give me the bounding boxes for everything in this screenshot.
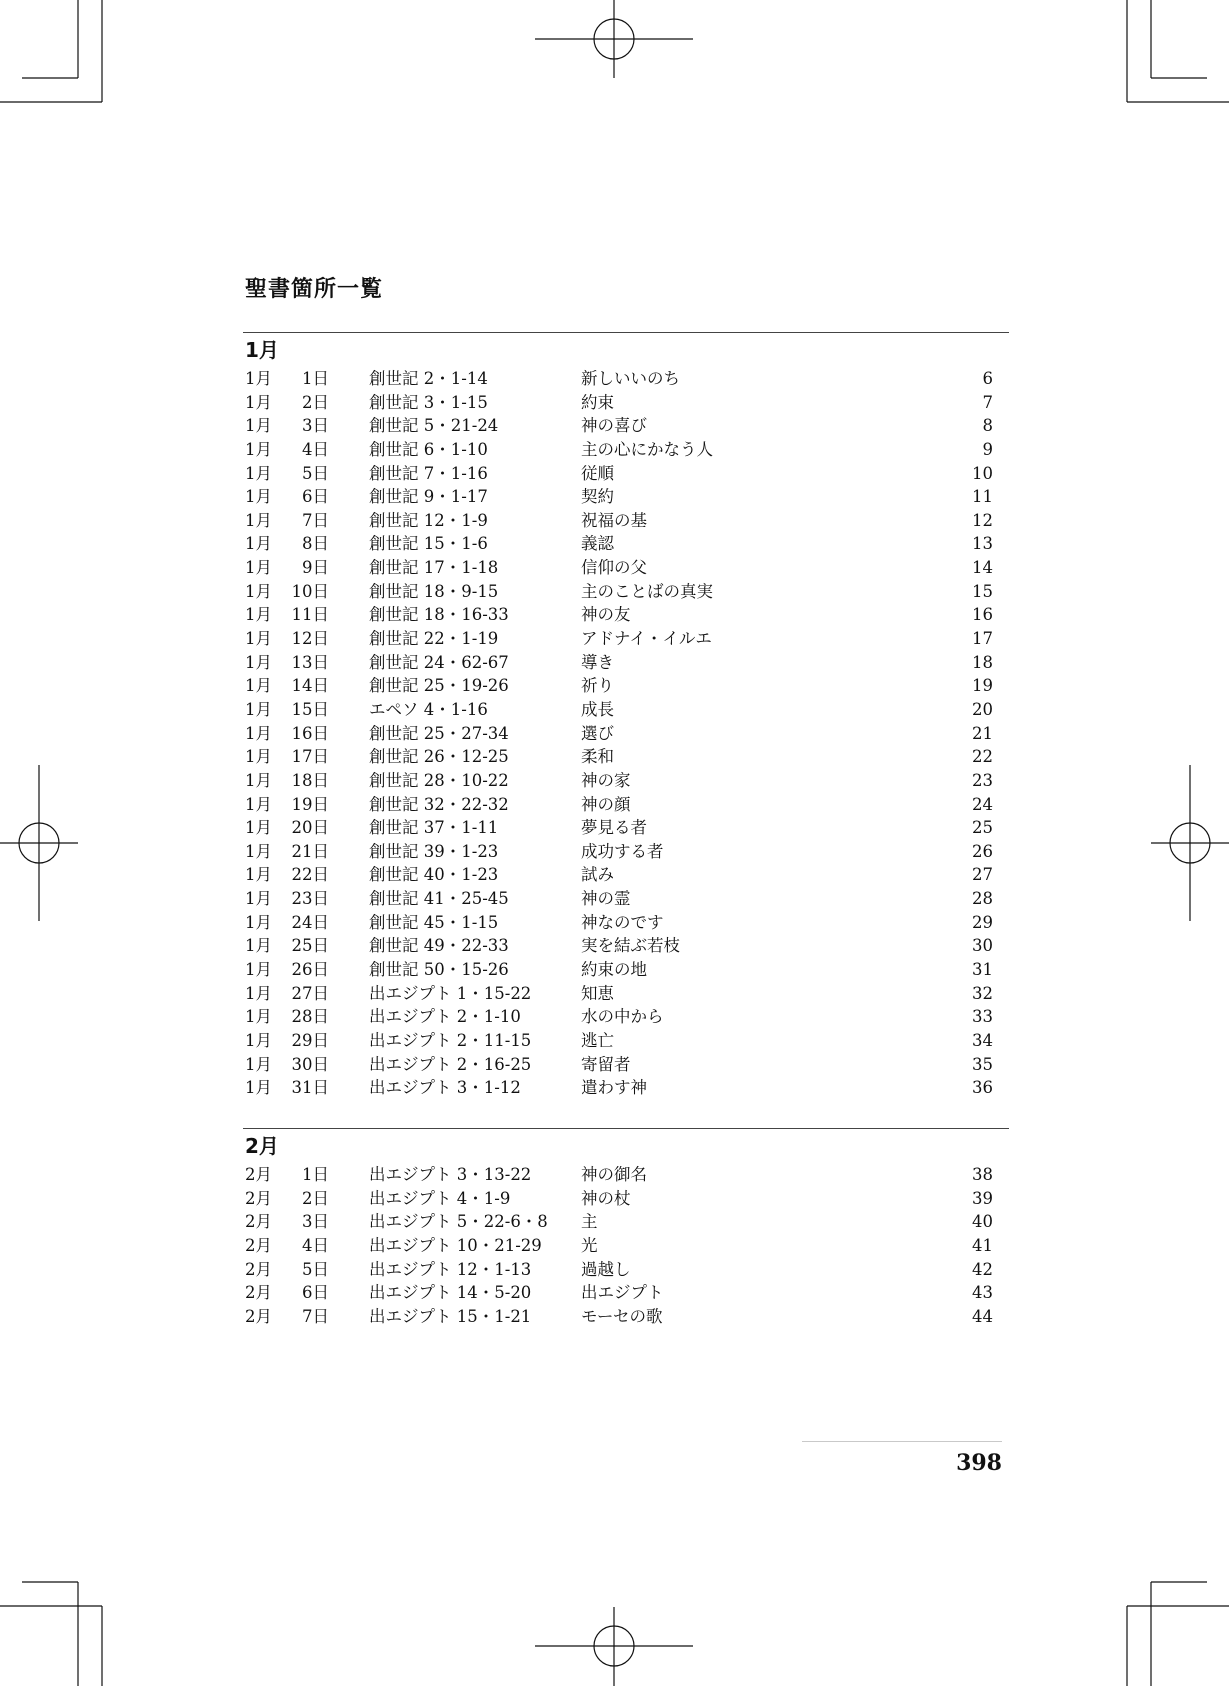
month-cell: 1月 (245, 676, 272, 696)
scripture-reference: 創世記 25・19-26 (369, 676, 509, 696)
scripture-reference: 創世記 25・27-34 (369, 723, 509, 743)
page-ref: 15 (972, 581, 993, 601)
reading-title: 逃亡 (581, 1030, 614, 1050)
page-ref: 18 (972, 652, 993, 672)
page-ref: 25 (972, 818, 993, 838)
day-cell: 17日 (291, 747, 329, 767)
reading-title: 主 (581, 1212, 598, 1232)
page-ref: 33 (972, 1007, 993, 1027)
month-cell: 1月 (245, 605, 272, 625)
page-ref: 41 (972, 1235, 993, 1255)
reading-title: 過越し (581, 1259, 631, 1279)
month-cell: 1月 (245, 629, 272, 649)
day-cell: 5日 (302, 1259, 329, 1279)
table-row (243, 1210, 1009, 1234)
scripture-reference: 出エジプト 2・11-15 (369, 1030, 532, 1050)
reading-title: 約束の地 (581, 960, 647, 980)
day-cell: 22日 (291, 865, 329, 885)
day-cell: 31日 (291, 1078, 329, 1098)
reading-title: 知恵 (581, 983, 614, 1003)
table-row (243, 509, 1009, 533)
table-row (243, 1163, 1009, 1187)
table-row (243, 485, 1009, 509)
scripture-reference: 創世記 6・1-10 (369, 439, 488, 459)
month-cell: 1月 (245, 747, 272, 767)
table-row (243, 816, 1009, 840)
month-cell: 1月 (245, 1078, 272, 1098)
reading-title: 祈り (581, 676, 614, 696)
reading-title: 成功する者 (581, 841, 664, 861)
page-ref: 22 (972, 747, 993, 767)
reading-title: 寄留者 (581, 1054, 631, 1074)
scripture-reference: 出エジプト 4・1-9 (369, 1188, 511, 1208)
table-row (243, 1281, 1009, 1305)
page-ref: 28 (972, 889, 993, 909)
page-ref: 8 (982, 416, 993, 436)
table-row (243, 556, 1009, 580)
reading-title: 新しいいのち (581, 369, 680, 388)
page-ref: 10 (972, 463, 993, 483)
reading-title: 出エジプト (581, 1283, 664, 1303)
reading-title: 信仰の父 (581, 558, 647, 578)
scripture-reference: 創世記 22・1-19 (369, 629, 499, 649)
day-cell: 6日 (302, 487, 329, 507)
crosshair-top-center (535, 0, 693, 78)
reading-title: 約束 (581, 392, 614, 412)
month-cell: 1月 (245, 818, 272, 838)
table-row (243, 674, 1009, 698)
table-row (243, 887, 1009, 911)
reading-title: 神の友 (581, 605, 631, 625)
day-cell: 8日 (302, 534, 329, 554)
day-cell: 16日 (291, 723, 329, 743)
reading-title: 試み (581, 865, 614, 885)
day-cell: 6日 (302, 1283, 329, 1303)
day-cell: 21日 (291, 841, 329, 861)
month-cell: 2月 (245, 1235, 272, 1255)
month-cell: 1月 (245, 558, 272, 578)
page-number: 398 (956, 1450, 1002, 1476)
reading-title: 神の霊 (581, 889, 631, 909)
table-row (243, 651, 1009, 675)
day-cell: 15日 (291, 699, 329, 719)
scripture-reference: 創世記 45・1-15 (369, 912, 499, 932)
scripture-reference: 創世記 41・25-45 (369, 889, 509, 909)
scripture-reference: 創世記 40・1-23 (369, 865, 499, 885)
scripture-reference: 創世記 18・16-33 (369, 605, 509, 625)
scripture-reference: 出エジプト 3・1-12 (369, 1078, 521, 1098)
scripture-reference: 創世記 9・1-17 (369, 487, 488, 507)
day-cell: 18日 (291, 770, 329, 790)
reading-title: 神の家 (581, 770, 631, 790)
scripture-reference: 出エジプト 10・21-29 (369, 1235, 542, 1255)
day-cell: 19日 (291, 794, 329, 814)
table-row (243, 1234, 1009, 1258)
page-ref: 21 (972, 723, 993, 743)
day-cell: 2日 (302, 392, 329, 412)
page-ref: 32 (972, 983, 993, 1003)
scripture-reference: 創世記 32・22-32 (369, 794, 509, 814)
month-cell: 1月 (245, 534, 272, 554)
table-row (243, 745, 1009, 769)
day-cell: 2日 (302, 1188, 329, 1208)
month-cell: 1月 (245, 392, 272, 412)
page-ref: 31 (972, 960, 993, 980)
day-cell: 7日 (302, 1306, 329, 1326)
month-cell: 2月 (245, 1212, 272, 1232)
table-row (243, 1258, 1009, 1282)
month-cell: 2月 (245, 1283, 272, 1303)
table-row (243, 367, 1009, 391)
table-row (243, 1076, 1009, 1100)
page-title: 聖書箇所一覧 (245, 277, 384, 302)
month-cell: 1月 (245, 1054, 272, 1074)
table-row (243, 580, 1009, 604)
page-ref: 16 (972, 605, 993, 625)
day-cell: 9日 (302, 558, 329, 578)
scripture-reference: 創世記 28・10-22 (369, 770, 509, 790)
page-ref: 44 (972, 1306, 993, 1326)
day-cell: 1日 (302, 369, 329, 388)
month-section-february (243, 1128, 1009, 1328)
day-cell: 26日 (291, 960, 329, 980)
crosshair-bottom-center (535, 1607, 693, 1686)
page-ref: 39 (972, 1188, 993, 1208)
day-cell: 13日 (291, 652, 329, 672)
month-cell: 2月 (245, 1188, 272, 1208)
month-section-january (243, 332, 1009, 1100)
table-row (243, 722, 1009, 746)
day-cell: 12日 (291, 629, 329, 649)
month-cell: 1月 (245, 1007, 272, 1027)
table-row (243, 1005, 1009, 1029)
month-cell: 1月 (245, 865, 272, 885)
day-cell: 4日 (302, 439, 329, 459)
reading-title: 柔和 (581, 747, 614, 767)
reading-title: 従順 (581, 463, 614, 483)
page-ref: 24 (972, 794, 993, 814)
month-cell: 1月 (245, 699, 272, 719)
scripture-reference: 出エジプト 5・22-6・8 (369, 1212, 548, 1232)
scripture-reference: 出エジプト 2・16-25 (369, 1054, 532, 1074)
scripture-reference: 創世記 37・1-11 (369, 818, 499, 838)
month-cell: 1月 (245, 369, 272, 388)
table-row (243, 769, 1009, 793)
page-ref: 43 (972, 1283, 993, 1303)
day-cell: 3日 (302, 416, 329, 436)
day-cell: 11日 (291, 605, 329, 625)
table-row (243, 532, 1009, 556)
scripture-reference: 創世記 5・21-24 (369, 416, 499, 436)
reading-title: 実を結ぶ若枝 (581, 936, 680, 956)
table-row (243, 1053, 1009, 1077)
reading-title: 成長 (581, 699, 614, 719)
table-row (243, 911, 1009, 935)
month-cell: 2月 (245, 1306, 272, 1326)
reading-title: 神なのです (581, 912, 664, 932)
scripture-reference: 創世記 15・1-6 (369, 534, 488, 554)
page-ref: 30 (972, 936, 993, 956)
reading-title: 主の心にかなう人 (581, 439, 713, 459)
page-ref: 17 (972, 629, 993, 649)
scripture-reference: 創世記 26・12-25 (369, 747, 509, 767)
day-cell: 7日 (302, 510, 329, 530)
day-cell: 5日 (302, 463, 329, 483)
table-row (243, 438, 1009, 462)
scripture-reference: 創世記 17・1-18 (369, 558, 499, 578)
table-row (243, 1029, 1009, 1053)
scripture-reference: 出エジプト 15・1-21 (369, 1306, 532, 1326)
month-cell: 1月 (245, 439, 272, 459)
page-ref: 11 (972, 487, 993, 507)
reading-list (243, 1163, 1009, 1328)
reading-title: 神の喜び (581, 416, 647, 436)
month-cell: 2月 (245, 1165, 272, 1184)
page-ref: 34 (972, 1030, 993, 1050)
page-ref: 42 (972, 1259, 993, 1279)
day-cell: 28日 (291, 1007, 329, 1027)
scripture-reference: 出エジプト 14・5-20 (369, 1283, 532, 1303)
reading-title: 選び (581, 723, 614, 743)
crosshair-right-middle (1151, 765, 1229, 921)
month-cell: 1月 (245, 723, 272, 743)
reading-title: 神の御名 (581, 1165, 647, 1184)
footer-divider (802, 1441, 1002, 1442)
scripture-reference: 創世記 39・1-23 (369, 841, 499, 861)
reading-title: 導き (581, 652, 614, 672)
scripture-reference: 創世記 50・15-26 (369, 960, 509, 980)
reading-title: アドナイ・イルエ (581, 629, 712, 649)
page-ref: 20 (972, 699, 993, 719)
table-row (243, 603, 1009, 627)
page-ref: 13 (972, 534, 993, 554)
day-cell: 24日 (291, 912, 329, 932)
page-ref: 27 (972, 865, 993, 885)
scripture-reference: 出エジプト 3・13-22 (369, 1165, 532, 1184)
page-ref: 26 (972, 841, 993, 861)
day-cell: 1日 (302, 1165, 329, 1184)
day-cell: 23日 (291, 889, 329, 909)
section-heading: 1月 (245, 338, 279, 362)
reading-title: 神の杖 (581, 1188, 631, 1208)
day-cell: 3日 (302, 1212, 329, 1232)
reading-title: 水の中から (581, 1007, 664, 1027)
scripture-reference: 出エジプト 12・1-13 (369, 1259, 532, 1279)
page-ref: 7 (982, 392, 993, 412)
table-row (243, 698, 1009, 722)
page-ref: 35 (972, 1054, 993, 1074)
month-cell: 1月 (245, 416, 272, 436)
month-cell: 1月 (245, 983, 272, 1003)
scripture-reference: 創世記 49・22-33 (369, 936, 509, 956)
month-cell: 2月 (245, 1259, 272, 1279)
scripture-reference: 創世記 3・1-15 (369, 392, 488, 412)
reading-title: 祝福の基 (581, 510, 647, 530)
table-row (243, 462, 1009, 486)
day-cell: 10日 (291, 581, 329, 601)
day-cell: 29日 (291, 1030, 329, 1050)
month-cell: 1月 (245, 936, 272, 956)
table-row (243, 840, 1009, 864)
month-cell: 1月 (245, 487, 272, 507)
scripture-reference: 創世記 24・62-67 (369, 652, 509, 672)
month-cell: 1月 (245, 912, 272, 932)
month-cell: 1月 (245, 794, 272, 814)
table-row (243, 627, 1009, 651)
scripture-reference: エペソ 4・1-16 (369, 699, 488, 719)
page-ref: 19 (972, 676, 993, 696)
month-cell: 1月 (245, 581, 272, 601)
page-ref: 14 (972, 558, 993, 578)
day-cell: 14日 (291, 676, 329, 696)
reading-title: 夢見る者 (581, 818, 647, 838)
reading-title: 義認 (581, 534, 614, 554)
month-cell: 1月 (245, 960, 272, 980)
page-ref: 38 (972, 1165, 993, 1184)
page-ref: 23 (972, 770, 993, 790)
day-cell: 4日 (302, 1235, 329, 1255)
reading-title: 契約 (581, 487, 614, 507)
scripture-reference: 出エジプト 2・1-10 (369, 1007, 521, 1027)
day-cell: 30日 (291, 1054, 329, 1074)
scripture-reference: 創世記 12・1-9 (369, 510, 488, 530)
page-ref: 36 (972, 1078, 993, 1098)
table-row (243, 1187, 1009, 1211)
page-ref: 12 (972, 510, 993, 530)
table-row (243, 958, 1009, 982)
scripture-reference: 出エジプト 1・15-22 (369, 983, 532, 1003)
reading-title: 光 (581, 1235, 598, 1255)
reading-title: 遣わす神 (581, 1078, 647, 1098)
section-heading: 2月 (245, 1134, 279, 1158)
table-row (243, 982, 1009, 1006)
page-ref: 40 (972, 1212, 993, 1232)
table-row (243, 391, 1009, 415)
month-cell: 1月 (245, 889, 272, 909)
day-cell: 20日 (291, 818, 329, 838)
month-cell: 1月 (245, 1030, 272, 1050)
reading-title: 神の顔 (581, 794, 631, 814)
month-cell: 1月 (245, 841, 272, 861)
page-ref: 6 (982, 369, 993, 388)
month-cell: 1月 (245, 510, 272, 530)
crosshair-left-middle (0, 765, 78, 921)
month-cell: 1月 (245, 770, 272, 790)
month-cell: 1月 (245, 463, 272, 483)
table-row (243, 793, 1009, 817)
table-row (243, 1305, 1009, 1329)
scripture-reference: 創世記 7・1-16 (369, 463, 488, 483)
scripture-reference: 創世記 18・9-15 (369, 581, 499, 601)
reading-list (243, 367, 1009, 1100)
day-cell: 25日 (291, 936, 329, 956)
day-cell: 27日 (291, 983, 329, 1003)
table-row (243, 863, 1009, 887)
reading-title: 主のことばの真実 (581, 581, 713, 601)
table-row (243, 934, 1009, 958)
page-ref: 29 (972, 912, 993, 932)
month-cell: 1月 (245, 652, 272, 672)
page-ref: 9 (982, 439, 993, 459)
table-row (243, 414, 1009, 438)
reading-title: モーセの歌 (581, 1306, 663, 1326)
scripture-reference: 創世記 2・1-14 (369, 369, 488, 388)
